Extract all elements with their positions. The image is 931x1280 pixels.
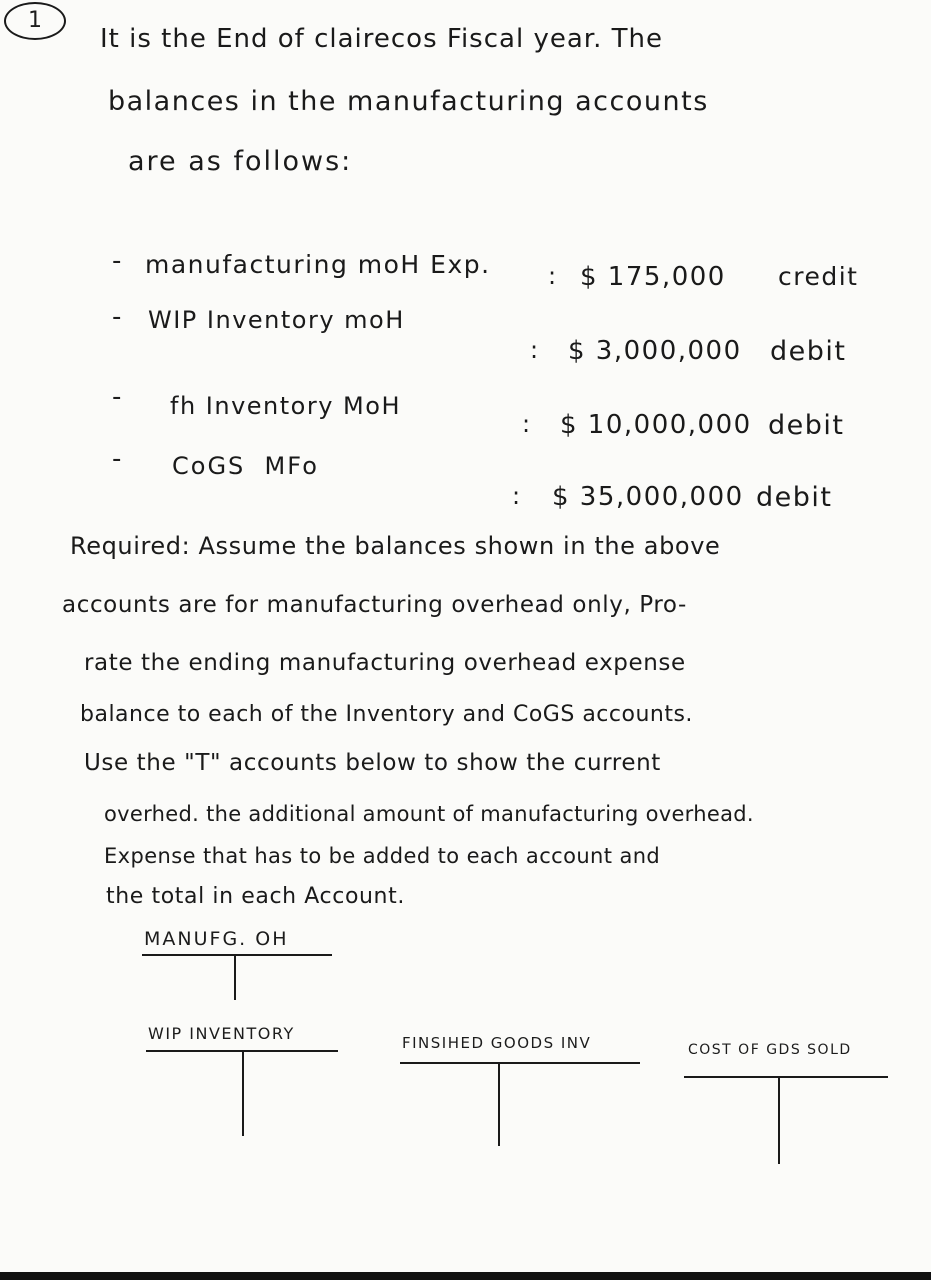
problem-number-circle xyxy=(4,2,66,40)
balance-amount: $ 10,000,000 xyxy=(560,410,752,440)
intro-line-3: are as follows: xyxy=(128,146,353,177)
t-account-top-line xyxy=(684,1076,888,1078)
balance-side: credit xyxy=(778,262,859,291)
required-line-3: rate the ending manufacturing overhead expense xyxy=(84,650,686,676)
balance-account: WIP Inventory moH xyxy=(148,306,405,334)
t-account-title: WIP INVENTORY xyxy=(148,1024,295,1043)
balance-account: fh Inventory MoH xyxy=(170,392,401,420)
balance-dash: - xyxy=(112,246,122,276)
balance-amount: $ 175,000 xyxy=(580,262,726,292)
required-line-8: the total in each Account. xyxy=(106,884,405,909)
balance-side: debit xyxy=(756,482,833,513)
t-account-stem xyxy=(498,1064,500,1146)
balance-separator: : xyxy=(512,482,522,510)
t-account-stem xyxy=(242,1052,244,1136)
balance-side: debit xyxy=(770,336,847,367)
t-account-top-line xyxy=(400,1062,640,1064)
required-line-2: accounts are for manufacturing overhead only, Pro- xyxy=(62,592,687,618)
t-account-top-line xyxy=(142,954,332,956)
balance-side: debit xyxy=(768,410,845,441)
balance-separator: : xyxy=(530,336,540,364)
balance-amount: $ 3,000,000 xyxy=(568,336,742,366)
required-line-7: Expense that has to be added to each account and xyxy=(104,844,661,868)
bottom-edge xyxy=(0,1272,931,1280)
balance-dash: - xyxy=(112,302,122,332)
balance-amount: $ 35,000,000 xyxy=(552,482,744,512)
required-line-5: Use the "T" accounts below to show the current xyxy=(84,750,661,776)
balance-separator: : xyxy=(548,262,558,290)
balance-separator: : xyxy=(522,410,532,438)
balance-dash: - xyxy=(112,382,122,412)
balance-account: CoGS MFo xyxy=(172,452,319,480)
problem-number: 1 xyxy=(28,8,42,33)
balance-account: manufacturing moH Exp. xyxy=(145,250,491,279)
t-account-title: MANUFG. OH xyxy=(144,928,289,950)
required-line-6: overhed. the additional amount of manufacturing overhead. xyxy=(104,802,754,826)
t-account-title: FINSIHED GOODS INV xyxy=(402,1034,592,1052)
t-account-stem xyxy=(234,956,236,1000)
intro-line-1: It is the End of clairecos Fiscal year. The xyxy=(100,24,663,54)
t-account-title: COST OF GDS SOLD xyxy=(688,1042,852,1058)
required-line-1: Required: Assume the balances shown in the above xyxy=(70,532,721,560)
required-line-4: balance to each of the Inventory and CoGS accounts. xyxy=(80,702,693,727)
intro-line-2: balances in the manufacturing accounts xyxy=(108,86,709,117)
t-account-stem xyxy=(778,1078,780,1164)
balance-dash: - xyxy=(112,444,122,474)
